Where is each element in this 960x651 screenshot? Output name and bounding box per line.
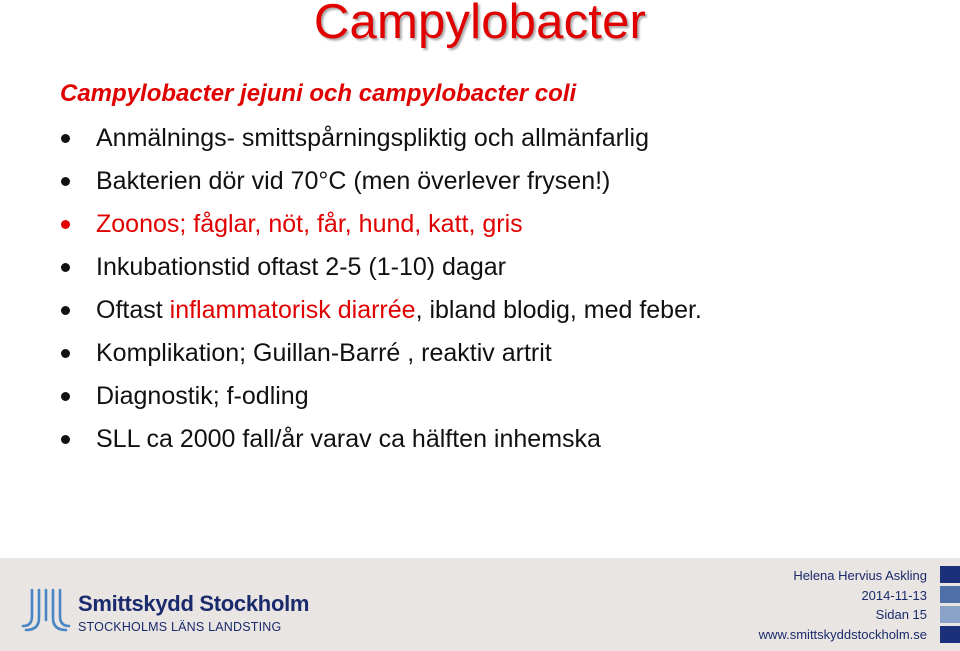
slide-title [0,0,960,50]
bullet-dot-icon [61,349,70,358]
bullet-dot-icon [61,392,70,401]
bullet-list [0,117,702,461]
square-icon [940,626,960,643]
bullet-text: Diagnostik; f-odling [96,382,309,410]
slide-title-text: Campylobacter [313,0,647,49]
bullet-dot-icon [61,220,70,229]
bullet-dot-icon [61,134,70,143]
bullet-text: Zoonos; fåglar, nöt, får, hund, katt, gris [96,210,523,238]
footer-author: Helena Hervius Askling [793,568,927,583]
bullet-text-highlight: inflammatorisk diarrée [169,296,416,324]
bullet-item [0,418,702,461]
bullet-item-highlighted [0,203,702,246]
decorative-squares [940,566,960,646]
org-name: Smittskydd Stockholm [78,591,310,616]
square-icon [940,566,960,583]
bullet-text: Inkubationstid oftast 2-5 (1-10) dagar [96,253,506,281]
bullet-item [0,117,702,160]
bullet-item [0,332,702,375]
footer-date: 2014-11-13 [861,587,927,603]
org-subtitle: STOCKHOLMS LÄNS LANDSTING [78,620,282,634]
slide-subtitle: Campylobacter jejuni och campylobacter coli [60,80,577,107]
bullet-dot-icon [61,306,70,315]
bullet-text-suffix: , ibland blodig, med feber. [415,296,702,324]
bullet-dot-icon [61,263,70,272]
bullet-text: SLL ca 2000 fall/år varav ca hälften inhemska [96,425,601,453]
square-icon [940,606,960,623]
bullet-dot-icon [61,177,70,186]
bullet-text: Bakterien dör vid 70°C (men överlever frysen!) [96,167,611,195]
bullet-item [0,160,702,203]
footer-info [759,566,927,644]
bullet-text: Komplikation; Guillan-Barré , reaktiv artrit [96,339,552,367]
footer-page-number: Sidan 15 [875,607,927,622]
square-icon [940,586,960,603]
bullet-item [0,375,702,418]
footer-website: www.smittskyddstockholm.se [758,626,927,642]
bullet-item [0,289,702,332]
bullet-dot-icon [61,435,70,444]
slide-footer [0,558,960,651]
bullet-text: Anmälnings- smittspårningspliktig och allmänfarlig [96,124,650,152]
bullet-item [0,246,702,289]
sll-logo-icon [20,588,72,632]
bullet-text-prefix: Oftast [96,296,170,324]
